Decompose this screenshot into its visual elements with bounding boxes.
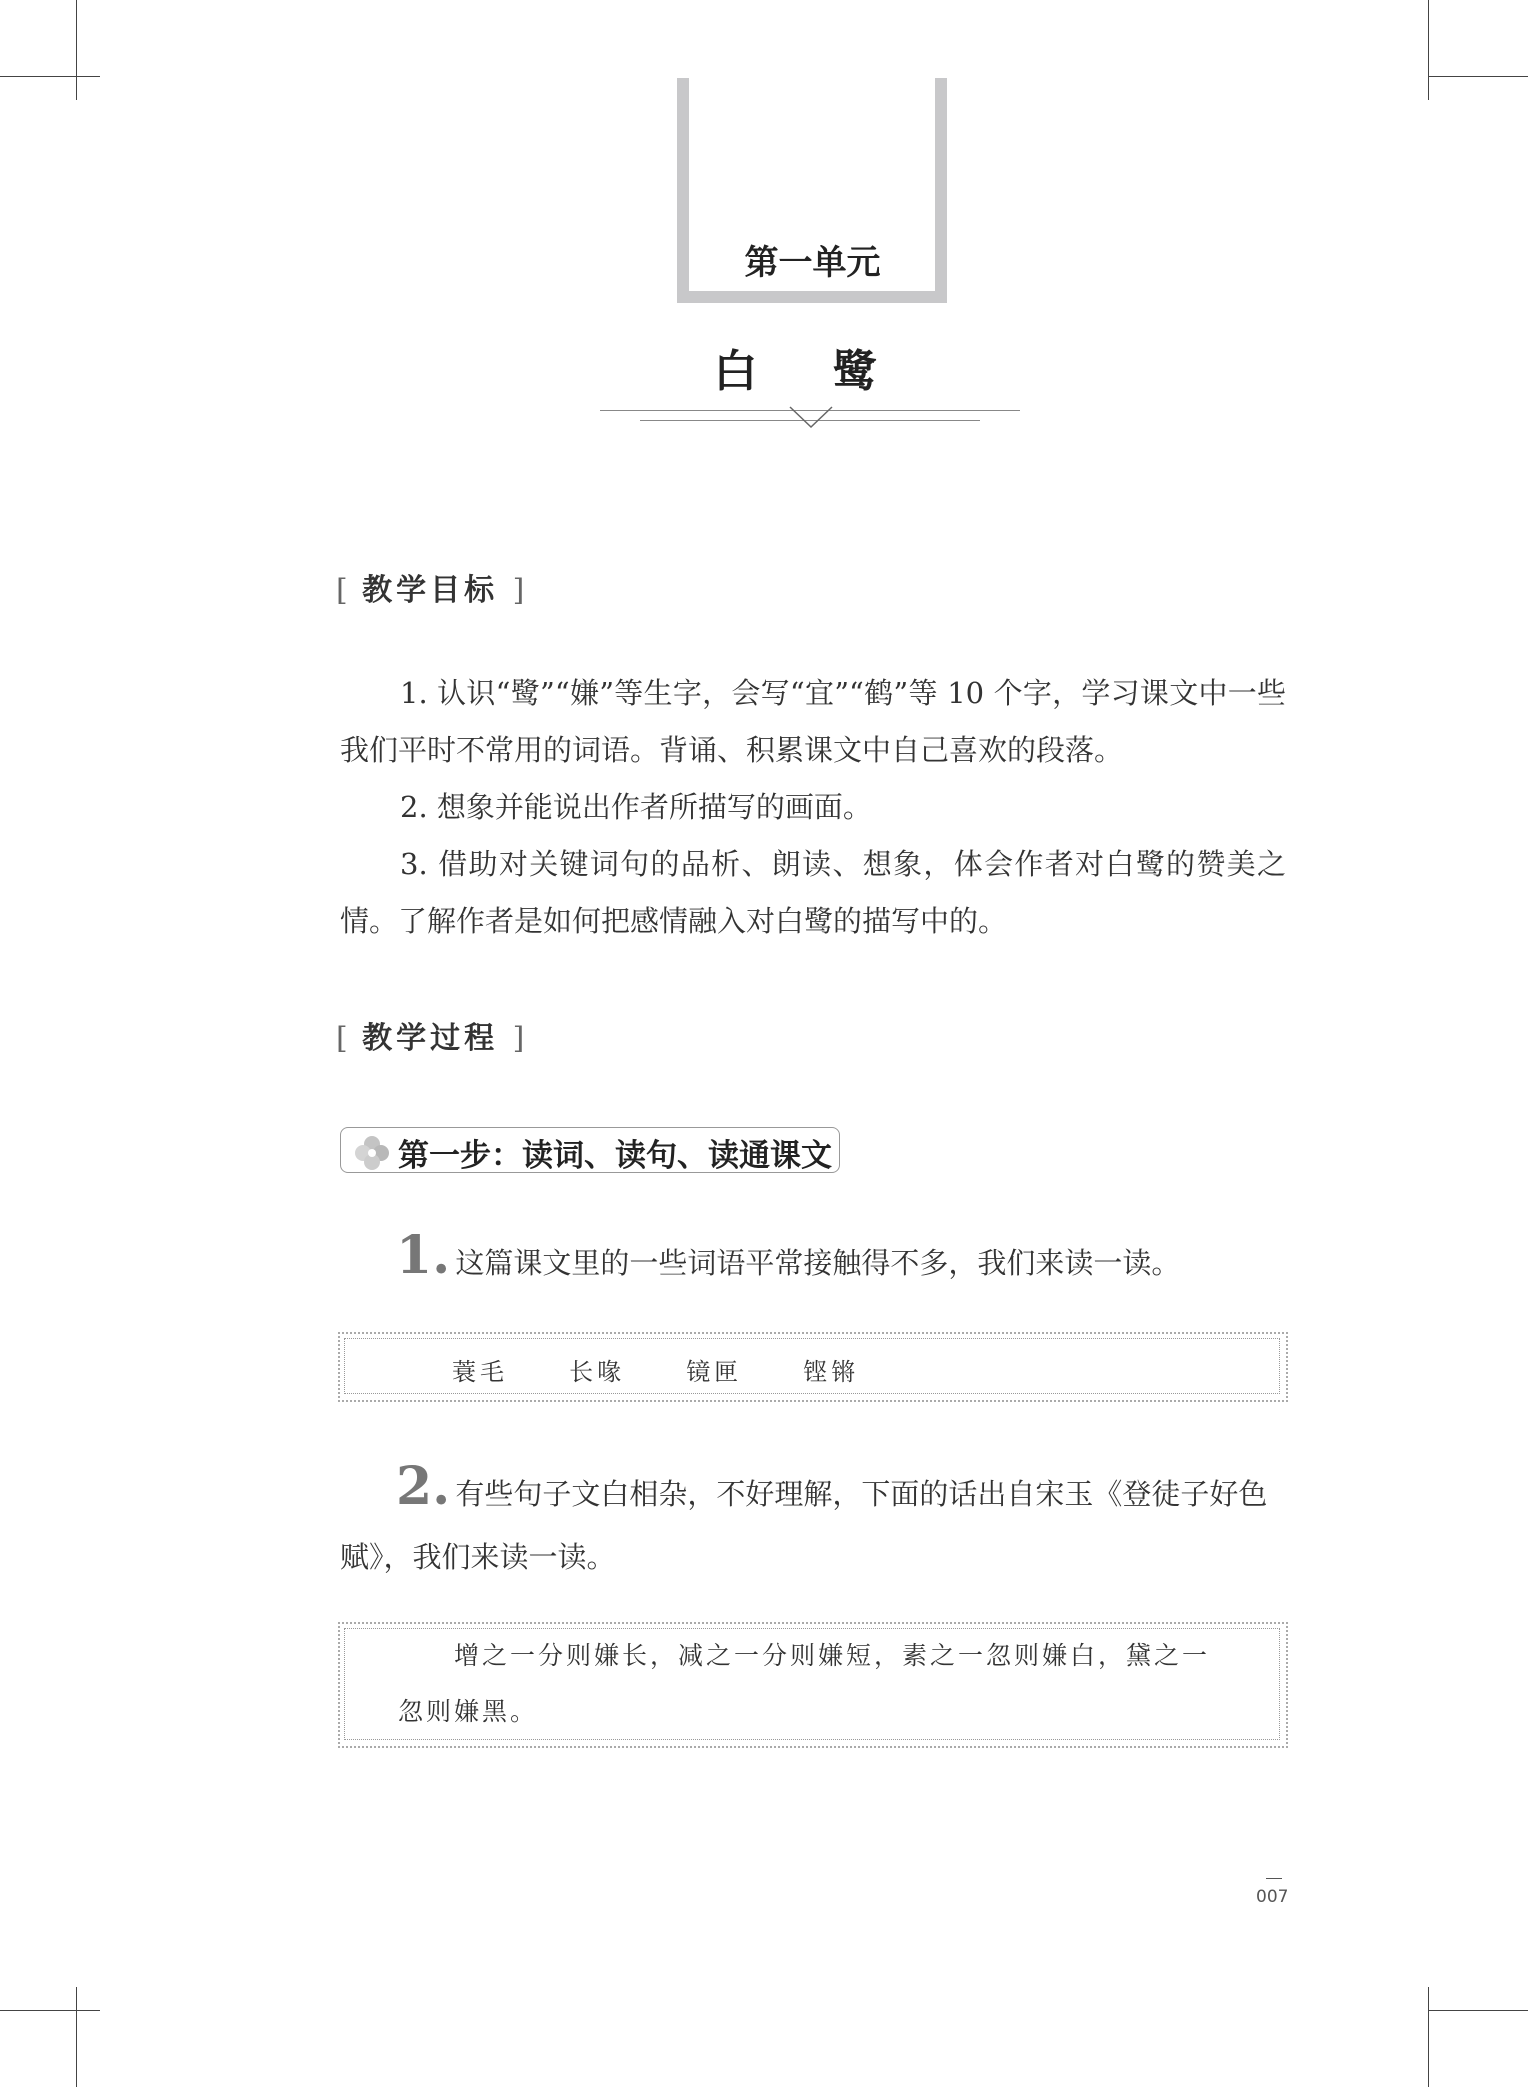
crop-mark bbox=[76, 1987, 77, 2087]
goal-item: 1. 认识“鹭”“嫌”等生字，会写“宜”“鹤”等 10 个字，学习课文中一些我们平时不常用的词语。背诵、积累课文中自己喜欢的段落。 bbox=[340, 676, 1286, 767]
unit-bracket-right bbox=[935, 78, 947, 303]
page-number-rule bbox=[1266, 1878, 1282, 1879]
goals-list bbox=[340, 665, 1286, 950]
crop-mark bbox=[1428, 2010, 1528, 2011]
flower-icon bbox=[352, 1133, 392, 1173]
word-item: 蓑毛 bbox=[452, 1358, 508, 1386]
title-chevron-icon bbox=[788, 405, 834, 431]
crop-mark bbox=[76, 0, 77, 100]
page-number: 007 bbox=[1256, 1887, 1289, 1907]
question-2 bbox=[340, 1458, 1286, 1591]
question-number: 1. bbox=[396, 1225, 451, 1286]
question-1 bbox=[396, 1225, 1286, 1286]
question-text: 这篇课文里的一些词语平常接触得不多，我们来读一读。 bbox=[455, 1246, 1181, 1280]
word-list bbox=[452, 1352, 915, 1387]
process-heading: [ 教学过程 ] bbox=[336, 1021, 525, 1056]
unit-title: 第一单元 bbox=[744, 243, 881, 283]
quote-text: 增之一分则嫌长，减之一分则嫌短，素之一忽则嫌白，黛之一忽则嫌黑。 bbox=[398, 1641, 1211, 1726]
step-label: 第一步：读词、读句、读通课文 bbox=[398, 1138, 832, 1174]
crop-mark bbox=[1428, 76, 1528, 77]
word-item: 镜匣 bbox=[686, 1358, 743, 1386]
word-item: 铿锵 bbox=[803, 1358, 860, 1386]
crop-mark bbox=[1428, 0, 1429, 100]
crop-mark bbox=[1428, 1987, 1429, 2087]
crop-mark bbox=[0, 2010, 100, 2011]
unit-bracket-bottom bbox=[677, 291, 947, 303]
goals-heading: [ 教学目标 ] bbox=[336, 573, 525, 608]
word-item: 长喙 bbox=[569, 1358, 626, 1386]
question-number: 2. bbox=[396, 1456, 451, 1517]
unit-bracket-left bbox=[677, 78, 689, 303]
question-text: 有些句子文白相杂，不好理解，下面的话出自宋玉《登徒子好色赋》，我们来读一读。 bbox=[340, 1477, 1268, 1574]
lesson-title: 白 鹭 bbox=[713, 346, 907, 397]
goal-item: 2. 想象并能说出作者所描写的画面。 bbox=[400, 790, 872, 824]
crop-mark bbox=[0, 76, 100, 77]
goal-item: 3. 借助对关键词句的品析、朗读、想象，体会作者对白鹭的赞美之情。了解作者是如何把感情融入对白鹭的描写中的。 bbox=[340, 847, 1286, 938]
